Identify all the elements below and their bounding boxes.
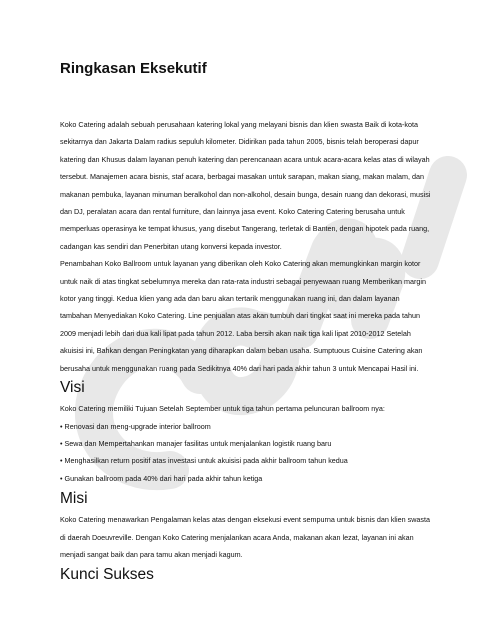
visi-intro: Koko Catering memiliki Tujuan Setelah September untuk tiga tahun pertama peluncuran ballroom nya: (60, 404, 385, 414)
visi-bullet: • Renovasi dan meng-upgrade interior ballroom (60, 421, 211, 431)
paragraph-line: sekitarnya dan Jakarta Dalam radius sepuluh kilometer. Didirikan pada tahun 2005, bisnis telah beroperasi dapur (60, 137, 419, 147)
paragraph-line: Penambahan Koko Ballroom untuk layanan yang diberikan oleh Koko Catering akan memungkinkan margin kotor (60, 259, 421, 269)
section-heading-kunci-sukses: Kunci Sukses (60, 566, 154, 584)
misi-line: di daerah Doeuvreville. Dengan Koko Catering menjalankan acara Anda, makanan akan lezat, layanan ini akan (60, 532, 414, 542)
misi-line: menjadi sangat baik dan para tamu akan menjadi kagum. (60, 549, 243, 559)
paragraph-line: katering dan Khusus dalam layanan penuh katering dan perencanaan acara untuk acara-acara kelas atas di wilayah (60, 154, 430, 164)
paragraph-ballroom (60, 255, 435, 377)
paragraph-line: untuk naik di atas tingkat sebelumnya mereka dan rata-rata industri sebagai penyewaan ruang Memberikan margin (60, 276, 426, 286)
document-title: Ringkasan Eksekutif (60, 60, 207, 77)
paragraph-line: berusaha untuk menggunakan ruang pada Sedikitnya 40% dari hari pada akhir tahun 3 untuk Mencapai Hasil ini. (60, 363, 419, 373)
paragraph-line: memperluas operasinya ke tempat khusus, yang disebut Tangerang, terletak di Banten, dengan hipotek pada ruang, (60, 224, 430, 234)
paragraph-line: tersebut. Manajemen acara bisnis, staf acara, berbagai masakan untuk sarapan, makan siang, makan malam, dan (60, 172, 424, 182)
document-content (60, 56, 435, 587)
paragraph-line: cadangan kas sendiri dan Penerbitan utang konversi kepada investor. (60, 241, 282, 251)
visi-bullet: • Gunakan ballroom pada 40% dari hari pada akhir tahun ketiga (60, 473, 263, 483)
paragraph-line: Koko Catering adalah sebuah perusahaan katering lokal yang melayani bisnis dan klien swasta Baik di kota-kota (60, 120, 418, 129)
paragraph-line: akuisisi ini, Bahkan dengan Peningkatan yang diharapkan dalam beban usaha. Sumptuous Cuisine Catering akan (60, 346, 423, 356)
section-heading-visi: Visi (60, 379, 85, 397)
paragraph-line: 2009 menjadi lebih dari dua kali lipat pada tahun 2012. Laba bersih akan naik tiga kali lipat 2010-2012 Setelah (60, 328, 411, 338)
section-heading-misi: Misi (60, 490, 88, 508)
paragraph-intro (60, 116, 435, 255)
paragraph-line: dan DJ, peralatan acara dan rental furniture, dan lainnya jasa event. Koko Catering Catering berusaha untuk (60, 207, 405, 217)
paragraph-line: makanan pembuka, layanan minuman beralkohol dan non-alkohol, desain bunga, desain ruang dan dekorasi, musisi (60, 189, 431, 199)
visi-bullet: • Menghasilkan return positif atas investasi untuk akuisisi pada akhir ballroom tahun kedua (60, 456, 348, 466)
misi-line: Koko Catering menawarkan Pengalaman kelas atas dengan eksekusi event sempurna untuk bisnis dan klien swasta (60, 515, 430, 525)
paragraph-line: kotor yang tinggi. Kedua klien yang ada dan baru akan tertarik menggunakan ruang ini, dan dalam layanan (60, 294, 400, 304)
visi-bullet: • Sewa dan Mempertahankan manajer fasilitas untuk menjalankan logistik ruang baru (60, 438, 332, 448)
paragraph-line: tambahan Menyediakan Koko Catering. Line penjualan atas akan tumbuh dari tingkat saat ini mereka pada tahun (60, 311, 421, 321)
